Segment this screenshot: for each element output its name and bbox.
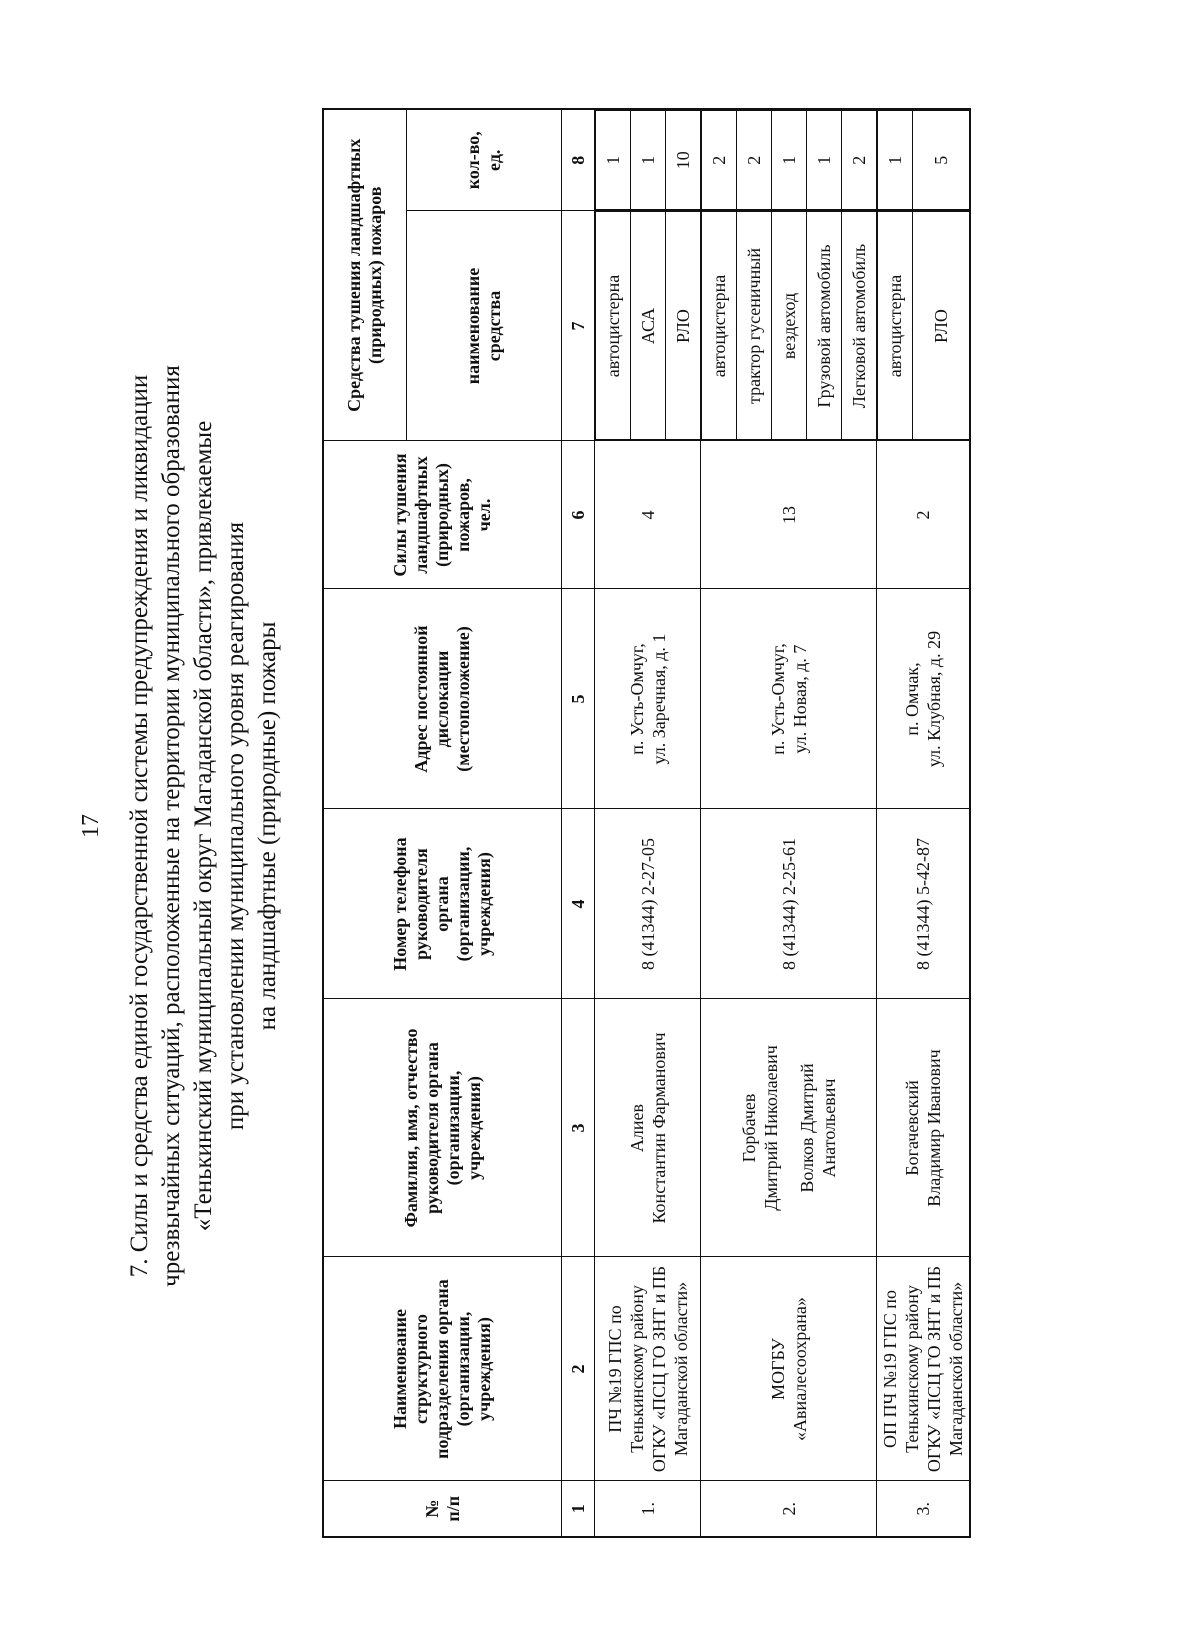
column-number: 7 [562, 211, 595, 441]
equipment-qty: 5 [913, 111, 970, 211]
unit-name-cell: ОП ПЧ №19 ГПС по Тенькинскому району ОГКУ «ПСЦ ГО ЗНТ и ПБ Магаданской области» [877, 1257, 971, 1481]
header-means-qty: кол-во, ед. [407, 109, 562, 211]
equipment-name: автоцистерна [702, 212, 737, 440]
page-number: 17 [78, 814, 104, 838]
unit-name-cell: ПЧ №19 ГПС по Тенькинскому району ОГКУ «ПСЦ ГО ЗНТ и ПБ Магаданской области» [595, 1257, 701, 1481]
column-number: 6 [562, 441, 595, 589]
equipment-qty: 1 [596, 111, 631, 211]
equipment-qty: 2 [842, 111, 877, 211]
equipment-name: РЛО [666, 212, 701, 440]
equipment-name: Грузовой автомобиль [807, 212, 842, 440]
forces-table [322, 108, 971, 1538]
address-cell: п. Усть-Омчуг, ул. Новая, д. 7 [701, 589, 877, 809]
header-num: № п/п [323, 1481, 562, 1537]
column-number: 3 [562, 999, 595, 1257]
forces-cell: 13 [701, 441, 877, 589]
head-name: Богачевский Владимир Иванович [902, 1049, 944, 1207]
header-means: Средства тушения ландшафтных (природных) пожаров [323, 109, 407, 441]
header-phone: Номер телефона руководителя органа (организации, учреждения) [323, 809, 562, 999]
equipment-qty: 10 [666, 111, 701, 211]
phone-cell: 8 (41344) 5-42-87 [877, 809, 971, 999]
equipment-qty-cell [877, 109, 971, 211]
column-number: 4 [562, 809, 595, 999]
equipment-name-cell [595, 211, 701, 441]
header-means-name: наименование средства [407, 211, 562, 441]
table-row [595, 109, 701, 1537]
equipment-name: автоцистерна [596, 212, 631, 440]
equipment-qty: 1 [772, 111, 807, 211]
phone-cell: 8 (41344) 2-25-61 [701, 809, 877, 999]
column-number: 1 [562, 1481, 595, 1537]
head-name: Горбачев Дмитрий Николаевич [738, 1045, 781, 1211]
row-num: 3. [877, 1481, 971, 1537]
heading-line: 7. Силы и средства единой государственной системы предупреждения и ликвидации [126, 374, 153, 1278]
row-num: 1. [595, 1481, 701, 1537]
header-unit-name: Наименование структурного подразделения органа (организации, учреждения) [323, 1257, 562, 1481]
head-name: Волков Дмитрий Анатольевич [796, 1063, 839, 1193]
column-number: 8 [562, 109, 595, 211]
heading-line: при установлении муниципального уровня реагирования [222, 521, 249, 1131]
heading-line: чрезвычайных ситуаций, расположенные на территории муниципального образования [158, 365, 185, 1287]
phone-cell: 8 (41344) 2-27-05 [595, 809, 701, 999]
header-forces: Силы тушения ландшафтных (природных) пожаров, чел. [323, 441, 562, 589]
equipment-qty-cell [595, 109, 701, 211]
equipment-name: Легковой автомобиль [842, 212, 877, 440]
equipment-name-cell [701, 211, 877, 441]
document-heading [124, 0, 284, 1652]
equipment-name: вездеход [772, 212, 807, 440]
heading-line: на ландшафтные (природные) пожары [254, 621, 281, 1031]
equipment-qty: 2 [702, 111, 737, 211]
equipment-name: АСА [631, 212, 666, 440]
head-name-cell [595, 999, 701, 1257]
column-number: 5 [562, 589, 595, 809]
equipment-name-cell [877, 211, 971, 441]
table-row [877, 109, 971, 1537]
equipment-name: РЛО [913, 212, 970, 440]
forces-cell: 2 [877, 441, 971, 589]
forces-cell: 4 [595, 441, 701, 589]
equipment-name: автоцистерна [878, 212, 913, 440]
equipment-qty: 1 [878, 111, 913, 211]
column-number: 2 [562, 1257, 595, 1481]
row-num: 2. [701, 1481, 877, 1537]
head-name-cell [877, 999, 971, 1257]
column-number-row [562, 109, 595, 1537]
address-cell: п. Омчак, ул. Клубная, д. 29 [877, 589, 971, 809]
address-cell: п. Усть-Омчуг, ул. Заречная, д. 1 [595, 589, 701, 809]
equipment-qty: 1 [807, 111, 842, 211]
table-body [562, 109, 971, 1537]
equipment-qty: 2 [737, 111, 772, 211]
equipment-name: трактор гусеничный [737, 212, 772, 440]
equipment-qty: 1 [631, 111, 666, 211]
header-address: Адрес постоянной дислокации (местоположение) [323, 589, 562, 809]
head-name: Алиев Константин Фарманович [626, 1032, 669, 1224]
head-name-cell [701, 999, 877, 1257]
equipment-qty-cell [701, 109, 877, 211]
table-row [701, 109, 877, 1537]
heading-line: «Тенькинский муниципальный округ Магаданской области», привлекаемые [190, 420, 217, 1232]
header-head-name: Фамилия, имя, отчество руководителя органа (организации, учреждения) [323, 999, 562, 1257]
unit-name-cell: МОГБУ «Авиалесоохрана» [701, 1257, 877, 1481]
